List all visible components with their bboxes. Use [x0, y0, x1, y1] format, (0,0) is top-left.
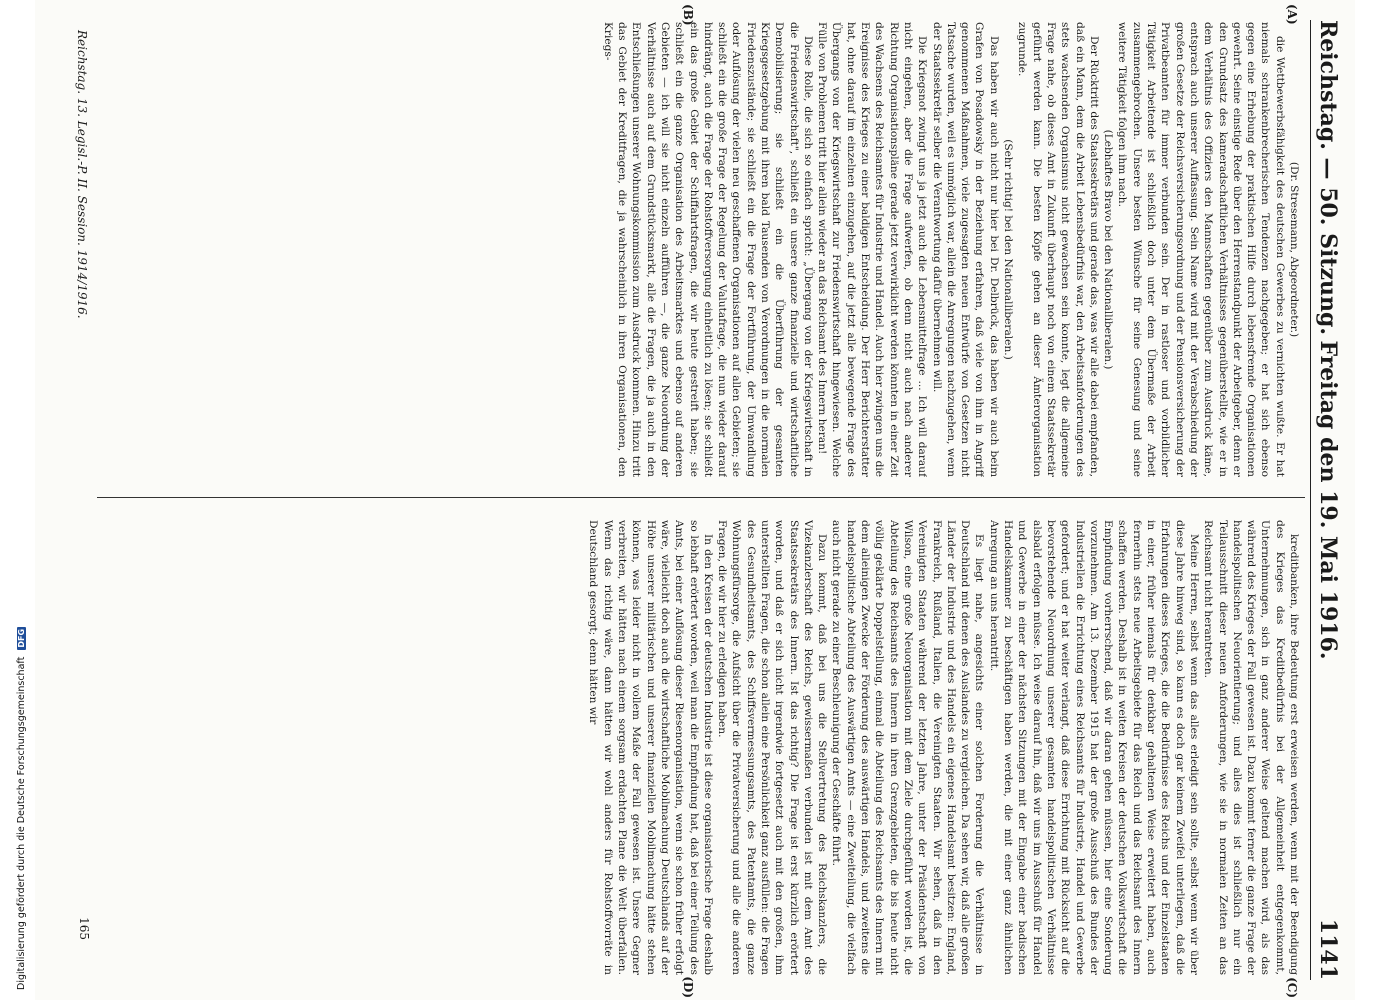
footer-session-info: Reichstag. 13. Legisl.-P. II. Session. 1914/1916.	[75, 30, 89, 319]
paragraph: Das haben wir auch nicht nur hier bei Dr. Delbrück, das haben wir auch beim Grafen von Posadowsky in der Beziehung erfahren, daß viele von ihm in Angriff genommenen Maßnahmen, viele zugesagten neuen Entwürfe von Gesetzen nicht Tatsache wurden, weil es unmöglich war, allein die Anregungen nachzugehen, wenn der Staatssekretär selber die Verantwortung dafür übernehmen will.	[930, 22, 1000, 477]
dfg-credit-text: Digitalisierung gefördert durch die Deutsche Forschungsgemeinschaft	[16, 656, 27, 990]
paragraph: die Wettbewerbsfähigkeit des deutschen Gewerbes zu vernichten wußte. Er hat niemals schrankenbrecherischen Tendenzen nachgegeben; er hat sich ebenso gegen eine Erhebung der praktischen Hilfe durch lebensfremde Organisationen gewehrt. Seine einstige Rede über den Herrenstandpunkt der Arbeitgeber, denn er den Grundsatz des kameradschaftlichen Verhältnisses gegenüberstellte, wie er in dem Verhältnis des Offiziers den Mannschaften gegenüber zum Ausdruck käme, entsprach auch unserer Auffassung. Sein Name wird mit der Verabschiedung der großen Gesetze der Reichsversicherungsordnung und der Pensionsversicherung der Privatbeamten für immer verbunden sein. Der in rastloser und vorbildlicher Tätigkeit Arbeitende ist schließlich doch unter dem Übermaße der Arbeit zusammengebrochen. Unsere besten Wünsche für seine Genesung und seine weitere Tätigkeit folgen ihm nach.	[1116, 22, 1286, 477]
paragraph: Meine Herren, selbst wenn das alles erledigt sein sollte, selbst wenn wir über diese Jahre hinweg sind, so kann es doch gar keinem Zweifel unterliegen, daß die Erfahrungen dieses Krieges, die die Bedürfnisse des Reichs und der Einzelstaaten in einer, früher niemals für denkbar gehaltenen Weise erweitert haben, auch fernerhin stets neue Arbeitsgebiete für das Reich und das Reichsamt des Innern schaffen werden. Deshalb ist in weiten Kreisen der deutschen Volkswirtschaft die Empfindung vorherrschend, daß wir daran gehen müssen, hier eine Sonderung vorzunehmen. Am 13. Dezember 1915 hat der große Ausschuß des Bundes der Industriellen die Errichtung eines Reichsamts für Industrie, Handel und Gewerbe gefordert; und er hat weiter verlangt, daß diese Errichtung mit Rücksicht auf die bevorstehende Neuordnung unserer gesamten handelspolitischen Verhältnisse alsbald erfolgen müsse. Ich weise darauf hin, daß wir uns im Ausschuß für Handel und Gewerbe in einer der nächsten Sitzungen mit der Eingabe einer badischen Handelskammer zu beschäftigen haben werden, die mit einer ganz ähnlichen Anregung an uns herantritt.	[987, 520, 1200, 975]
paragraph: Die Kriegsnot zwingt uns ja jetzt auch die Lebensmittelfrage ... Ich will darauf nicht eingehen, aber die Frage aufwerfen, ob denn nicht auch nach anderer Richtung Organisationspläne gerade jetzt verwirklicht werden könnten in einer Zeit des Wachsens des Reichsamtes für Industrie und Handel. Auch hier zwingen uns die Ereignisse des Krieges zu einer baldigen Entscheidung. Der Herr Berichterstatter hat, ohne darauf im einzelnen einzugehen, auf die jetzt alle bewegende Frage des Übergangs von der Kriegswirtschaft zur Friedenswirtschaft hingewiesen. Welche Fülle von Problemen tritt hier allein wieder an das Reichsamt des Innern heran!	[816, 22, 929, 477]
footer-sheet-number: 165	[77, 917, 91, 940]
paragraph: Diese Rolle, die sich so einfach spricht: „Übergang von der Kriegswirtschaft in die Friedenswirtschaft", schließt ein unsere ganze finanzielle und wirtschaftliche Demobilisierung; sie schließt ein die Überführung der gesamten Kriegsgesetzgebung mit ihren bald Tausenden von Verordnungen in die normalen Friedenszustände; sie schließt ein die Frage der Fortführung, der Umwandlung oder Auflösung der vielen neu geschaffenen Organisationen auf allen Gebieten; sie schließt ein die große Frage der Regelung der Valutafrage, die nun wieder darauf hindrängt, auch die Frage der Rohstoffversorgung einheitlich zu lösen; sie schließt ein das große Gebiet der Schiffahrtsfragen, die wir heute gestreift haben; sie schließt ein die ganze Organisation des Arbeitsmarktes und ebenso auf anderen Gebieten — ich will sie nicht einzeln aufführen —, die ganze Neuordnung der Verhältnisse auch auf dem Grundstücksmarkt, alle die Fragen, die ja auch in den Entschließungen unserer Wohnungskommission zum Ausdruck kommen. Hinzu tritt das Gebiet der Kreditfragen, die ja wahrscheinlich in ihren Organisationen, den Kriegs-	[601, 22, 814, 477]
applause-note: (Lebhaftes Bravo bei den Nationalliberalen.)	[1102, 129, 1115, 370]
digitization-credit-strip	[0, 0, 27, 1000]
left-text-column	[105, 22, 1301, 477]
paragraph: In den Kreisen der deutschen Industrie ist diese organisatorische Frage deshalb so lebhaft erörtert worden, weil man die Empfindung hat, daß bei einer Teilung des Amts, bei einer Auflösung dieser Riesenorganisation, wenn sie schon früher erfolgt wäre, vielleicht doch auch die wirtschaftliche Mobilmachung Deutschlands auf der Höhe unserer militärischen und unserer finanziellen Mobilmachung hätte stehen können, was leider nicht in vollem Maße der Fall gewesen ist. Unsere Gegner verbreiten, wir hätten nach einem sorgsam erdachten Plane die Welt überfallen. Wenn das richtig wäre, dann hätten wir wohl anders für Rohstoffvorräte in Deutschland gesorgt; denn hätten wir	[587, 520, 714, 975]
applause-note: (Sehr richtig! bei den Nationalliberalen.)	[1002, 139, 1015, 360]
page-number: 1141	[1315, 918, 1341, 980]
right-text-column	[105, 520, 1301, 975]
margin-mark-d: (D)	[681, 976, 695, 998]
paragraph: Der Rücktritt des Staatssekretärs und gerade das, was wir alle dabei empfanden, daß ein Mann, dem die Arbeit Lebensbedürfnis war, den Arbeitsanforderungen des stets wachsenden Organismus nicht gewachsen sein konnte, legt die allgemeine Frage nahe, ob dieses Amt in Zukunft überhaupt noch von einem Staatssekretär geführt werden kann. Die besten Köpfe gehen an dieser Ämterorganisation zugrunde.	[1016, 22, 1100, 477]
header-date: Freitag den 19. Mai 1916.	[1315, 340, 1341, 660]
scanned-page	[35, 0, 1355, 1000]
margin-mark-c: (C)	[1285, 977, 1299, 998]
speaker-line: (Dr. Stresemann, Abgeordneter.)	[1288, 161, 1300, 338]
page-header	[1310, 20, 1341, 980]
paragraph: kreditbanken, ihre Bedeutung erst erweisen werden, wenn mit der Beendigung des Krieges das Kreditbedürfnis bei der Allgemeinheit entgegenkommt, Unternehmungen, sich in ganz anderer Weise geltend machen wird, als das während des Krieges der Fall gewesen ist. Dazu kommt ferner die ganze Frage der handelspolitischen Neuorientierung; und alles dies ist schließlich nur ein Teilausschnitt dieser neuen Anforderungen, wie sie in normalen Zeiten an das Reichsamt nicht herantreten.	[1202, 520, 1300, 975]
column-divider	[97, 497, 1305, 498]
paragraph: Es liegt nahe, angesichts einer solchen Forderung die Verhältnisse in Deutschland mit denen des Auslandes zu vergleichen. Da sehen wir, daß alle großen Länder der Industrie und des Handels ein eigenes Handelsamt besitzen: England, Frankreich, Rußland, Italien, die Vereinigten Staaten. Wir sehen, daß in den Vereinigten Staaten während der letzten Jahre, unter der Präsidentschaft von Wilson, eine große Neuorganisation mit dem Ziele durchgeführt worden ist, die Abteilung des Reichsamts des Innern in ihren Grenzgebieten, die bis heute nicht völlig geklärte Doppelstellung, einmal die Abteilung des Reichsamts des Innern mit dem alleinigen Zwecke der Förderung des auswärtigen Handels, und zweitens die handelspolitische Abteilung des Auswärtigen Amts — eine Zweiteilung, die vielfach auch nicht gerade zu einer Beschleunigung der Geschäfte führt.	[830, 520, 986, 975]
margin-mark-b: (B)	[681, 4, 695, 26]
dfg-logo: DFG	[17, 628, 26, 648]
margin-mark-a: (A)	[1285, 4, 1299, 25]
paragraph: Dazu kommt, daß bei uns die Stellvertretung des Reichskanzlers, die Vizekanzlerschaft des Reichs, gewissermaßen verbunden ist mit dem Amt des Staatssekretärs des Innern. Ist das richtig? Die Frage ist erst kürzlich erörtert worden, und daß er sich nicht irgendwie fortgesetzt auch mit den großen, ihm unterstellten Fragen, die schon allein eine Persönlichkeit ganz ausfüllen: die Fragen des Gesundheitsamts, des Schiffsvermessungsamts, des Patentamts, die ganze Wohnungsfürsorge, die Aufsicht über die Privatversicherung und alle die anderen Fragen, die wir hier zu erledigen haben.	[716, 520, 829, 975]
header-left: Reichstag. — 50. Sitzung.	[1315, 20, 1341, 336]
